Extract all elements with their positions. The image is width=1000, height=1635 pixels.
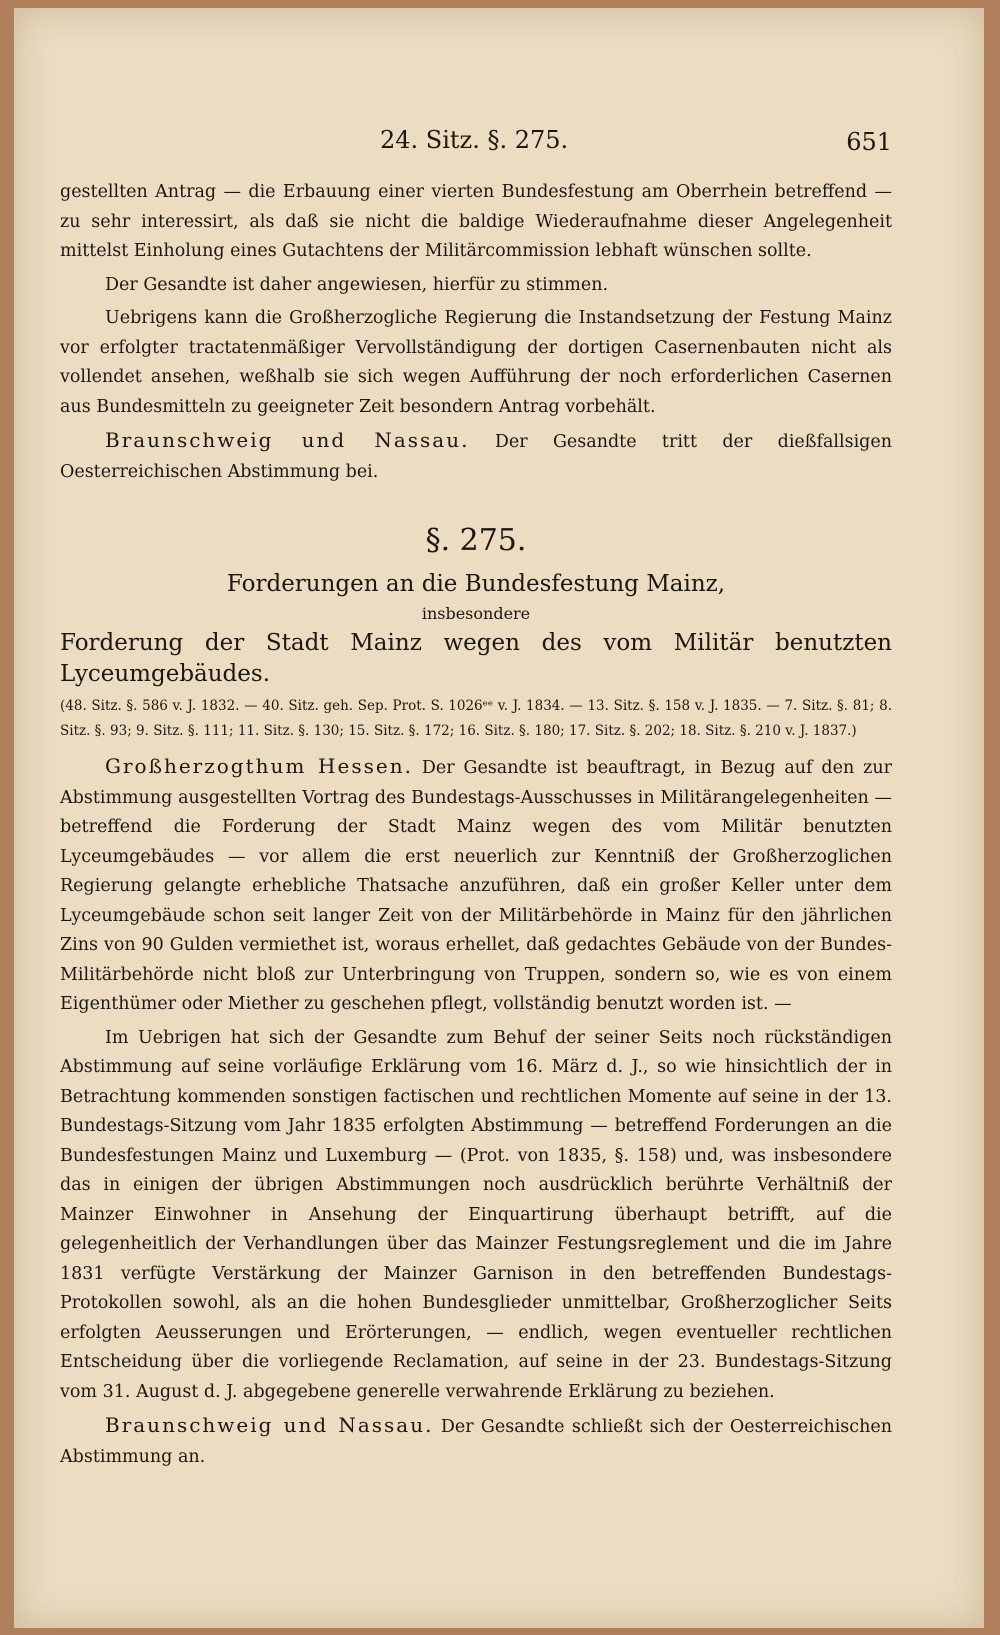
- speaker-name: Braunschweig und Nassau.: [105, 1413, 434, 1437]
- page-number: 651: [846, 128, 892, 156]
- running-head-title: 24. Sitz. §. 275.: [380, 126, 569, 154]
- section-number: §. 275.: [425, 523, 527, 558]
- paragraph-hessen-continued: Im Uebrigen hat sich der Gesandte zum Behuf der seiner Seits noch rückständigen Abstimmung auf seine vorläufige Erklärung vom 16. März d. J., so wie hinsichtlich der in Betrachtung kommenden sonstigen factischen und rechtlichen Momente auf seine in der 13. Bundestags-Sitzung vom Jahr 1835 erfolgten Abstimmung — betreffend Forderungen an die Bundesfestungen Mainz und Luxemburg — (Prot. von 1835, §. 158) und, was insbesondere das in einigen der übrigen Abstimmungen noch ausdrücklich berührte Verhältniß der Mainzer Einwohner in Ansehung der Einquartirung überhaupt betrifft, auf die gelegenheitlich der Verhandlungen über das Mainzer Festungsreglement und die im Jahre 1831 verfügte Verstärkung der Mainzer Garnison in den betreffenden Bundestags-Protokollen sowohl, als an die hohen Bundesglieder unmittelbar, Großherzoglicher Seits erfolgten Aeusserungen und Erörterungen, — endlich, wegen eventueller rechtlichen Entscheidung über die vorliegende Reclamation, auf seine in der 23. Bundestags-Sitzung vom 31. August d. J. abgegebene generelle verwahrende Erklärung zu beziehen.: [60, 1027, 892, 1402]
- page-sheet: [14, 8, 984, 1628]
- page-body: [60, 178, 892, 1472]
- speaker-statement: Der Gesandte tritt der dießfallsigen Oesterreichischen Abstimmung bei.: [60, 432, 892, 482]
- paragraph-braunschweig-2: [60, 1411, 892, 1472]
- paragraph-continuation: gestellten Antrag — die Erbauung einer vierten Bundesfestung am Oberrhein betreffend — zu sehr interessirt, als daß sie nicht die baldige Wiederaufnahme dieser Angelegenheit mittelst Einholung eines Gutachtens der Militärcommission lebhaft wünschen sollte.: [60, 182, 892, 261]
- paragraph-casernen: Uebrigens kann die Großherzogliche Regierung die Instandsetzung der Festung Mainz vor erfolgter tractatenmäßiger Vervollständigung der dortigen Casernenbauten nicht als vollendet ansehen, weßhalb sie sich wegen Aufführung der noch erforderlichen Casernen aus Bundesmitteln zu geeigneter Zeit besondern Antrag vorbehält.: [60, 308, 892, 417]
- paragraph-vote-instruction: Der Gesandte ist daher angewiesen, hierfür zu stimmen.: [105, 274, 609, 295]
- speaker-name: Braunschweig und Nassau.: [105, 428, 470, 452]
- paragraph-hessen: [60, 752, 892, 1020]
- paragraph-braunschweig-1: [60, 426, 892, 487]
- section-subtitle-2: Forderung der Stadt Mainz wegen des vom Militär benutzten Lyceumgebäudes.: [60, 630, 892, 687]
- section-subtitle: insbesondere: [421, 604, 531, 623]
- section-title: Forderungen an die Bundesfestung Mainz,: [226, 571, 726, 597]
- speaker-statement: Der Gesandte ist beauftragt, in Bezug auf den zur Abstimmung ausgestellten Vortrag des Bundestags-Ausschusses in Militärangelegenheiten — betreffend die Forderung der Stadt Mainz wegen des vom Militär benutzten Lyceumgebäudes — vor allem die erst neuerlich zur Kenntniß der Großherzoglichen Regierung gelangte erhebliche Thatsache anzuführen, daß ein großer Keller unter dem Lyceumgebäude schon seit langer Zeit von der Militärbehörde in Mainz für den jährlichen Zins von 90 Gulden vermiethet ist, woraus erhellet, daß gedachtes Gebäude von der Bundes-Militärbehörde nicht bloß zur Unterbringung von Truppen, sondern so, wie es von einem Eigenthümer oder Miether zu geschehen pflegt, vollständig benutzt worden ist. —: [60, 758, 892, 1014]
- speaker-name: Großherzogthum Hessen.: [105, 754, 413, 778]
- speaker-statement: Der Gesandte schließt sich der Oesterreichischen Abstimmung an.: [60, 1417, 892, 1467]
- running-head: [60, 126, 892, 166]
- section-references: (48. Sitz. §. 586 v. J. 1832. — 40. Sitz. geh. Sep. Prot. S. 1026ᵉᵉ v. J. 1834. — 13. Sitz. §. 158 v. J. 1835. — 7. Sitz. §. 81; 8. Sitz. §. 93; 9. Sitz. §. 111; 11. Sitz. §. 130; 15. Sitz. §. 172; 16. Sitz. §. 180; 17. Sitz. §. 202; 18. Sitz. §. 210 v. J. 1837.): [60, 698, 892, 739]
